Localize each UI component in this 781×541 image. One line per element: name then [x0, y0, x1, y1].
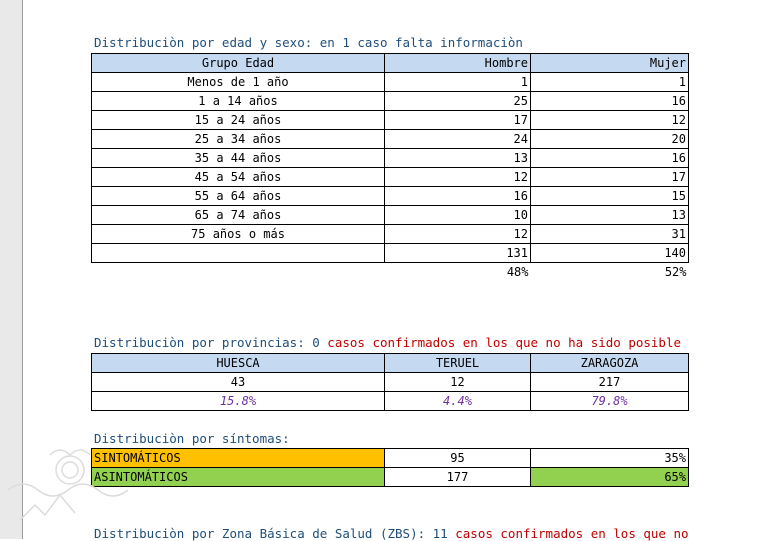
table-row [92, 149, 689, 168]
symptomatic-count-cell[interactable]: 95 [385, 449, 531, 468]
table-row [92, 187, 689, 206]
age-group-cell[interactable]: 35 a 44 años [92, 149, 385, 168]
age-group-cell[interactable]: 15 a 24 años [92, 111, 385, 130]
column-header-female[interactable]: Mujer [531, 54, 689, 73]
female-total-cell[interactable]: 140 [531, 244, 689, 263]
female-count-cell[interactable]: 15 [531, 187, 689, 206]
age-sex-table [91, 53, 689, 281]
female-count-cell[interactable]: 17 [531, 168, 689, 187]
female-count-cell[interactable]: 1 [531, 73, 689, 92]
zaragoza-percentage-cell[interactable]: 79.8% [531, 392, 689, 411]
table-row [92, 73, 689, 92]
female-count-cell[interactable]: 16 [531, 92, 689, 111]
zaragoza-count-cell[interactable]: 217 [531, 373, 689, 392]
zbs-title-main: Distribuciòn por Zona Básica de Salud (ZBS): 11 [94, 526, 448, 541]
huesca-percentage-cell[interactable]: 15.8% [92, 392, 385, 411]
age-group-cell[interactable]: 65 a 74 años [92, 206, 385, 225]
age-group-cell[interactable]: Menos de 1 año [92, 73, 385, 92]
age-group-cell[interactable]: 1 a 14 años [92, 92, 385, 111]
table-row [92, 111, 689, 130]
age-group-cell[interactable]: 25 a 34 años [92, 130, 385, 149]
symptomatic-percentage-cell[interactable]: 35% [531, 449, 689, 468]
symptom-table [91, 448, 689, 487]
male-count-cell[interactable]: 16 [385, 187, 531, 206]
zbs-title-note: casos confirmados en los que no [447, 526, 689, 541]
age-group-cell[interactable]: 75 años o más [92, 225, 385, 244]
table-header-row [92, 354, 689, 373]
female-count-cell[interactable]: 31 [531, 225, 689, 244]
male-count-cell[interactable]: 17 [385, 111, 531, 130]
male-total-cell[interactable]: 131 [385, 244, 531, 263]
symptomatic-label-cell[interactable]: SINTOMÁTICOS [92, 449, 385, 468]
totals-label-cell[interactable] [92, 244, 385, 263]
female-count-cell[interactable]: 20 [531, 130, 689, 149]
female-count-cell[interactable]: 13 [531, 206, 689, 225]
teruel-percentage-cell[interactable]: 4.4% [385, 392, 531, 411]
huesca-count-cell[interactable]: 43 [92, 373, 385, 392]
age-section-title: Distribuciòn por edad y sexo: en 1 caso falta informaciòn [94, 35, 523, 50]
column-header-age-group[interactable]: Grupo Edad [92, 54, 385, 73]
asymptomatic-count-cell[interactable]: 177 [385, 468, 531, 487]
percentage-label-cell[interactable] [92, 263, 385, 282]
column-header-teruel[interactable]: TERUEL [385, 354, 531, 373]
totals-row [92, 244, 689, 263]
male-count-cell[interactable]: 25 [385, 92, 531, 111]
teruel-count-cell[interactable]: 12 [385, 373, 531, 392]
male-percentage-cell[interactable]: 48% [506, 265, 529, 279]
column-header-male[interactable]: Hombre [385, 54, 531, 73]
column-header-huesca[interactable]: HUESCA [92, 354, 385, 373]
age-group-cell[interactable]: 55 a 64 años [92, 187, 385, 206]
table-row [92, 130, 689, 149]
table-header-row [92, 54, 689, 73]
male-count-cell[interactable]: 10 [385, 206, 531, 225]
table-row [92, 92, 689, 111]
male-count-cell[interactable]: 13 [385, 149, 531, 168]
province-section-title [94, 335, 681, 350]
male-count-cell[interactable]: 12 [385, 168, 531, 187]
province-percentage-row [92, 392, 689, 411]
table-row [92, 206, 689, 225]
province-title-note: casos confirmados en los que no ha sido posible [319, 335, 682, 350]
female-percentage-cell[interactable]: 52% [664, 265, 687, 279]
percentage-row [92, 263, 689, 282]
female-count-cell[interactable]: 12 [531, 111, 689, 130]
asymptomatic-row [92, 468, 689, 487]
asymptomatic-label-cell[interactable]: ASINTOMÁTICOS [92, 468, 385, 487]
column-header-zaragoza[interactable]: ZARAGOZA [531, 354, 689, 373]
table-row [92, 225, 689, 244]
female-count-cell[interactable]: 16 [531, 149, 689, 168]
province-title-main: Distribuciòn por provincias: 0 [94, 335, 320, 350]
symptom-section-title: Distribuciòn por síntomas: [94, 431, 290, 446]
male-count-cell[interactable]: 24 [385, 130, 531, 149]
table-row [92, 168, 689, 187]
symptomatic-row [92, 449, 689, 468]
age-group-cell[interactable]: 45 a 54 años [92, 168, 385, 187]
male-count-cell[interactable]: 1 [385, 73, 531, 92]
asymptomatic-percentage-cell[interactable]: 65% [531, 468, 689, 487]
male-count-cell[interactable]: 12 [385, 225, 531, 244]
province-table [91, 353, 689, 411]
watermark-logo [0, 430, 150, 530]
province-counts-row [92, 373, 689, 392]
